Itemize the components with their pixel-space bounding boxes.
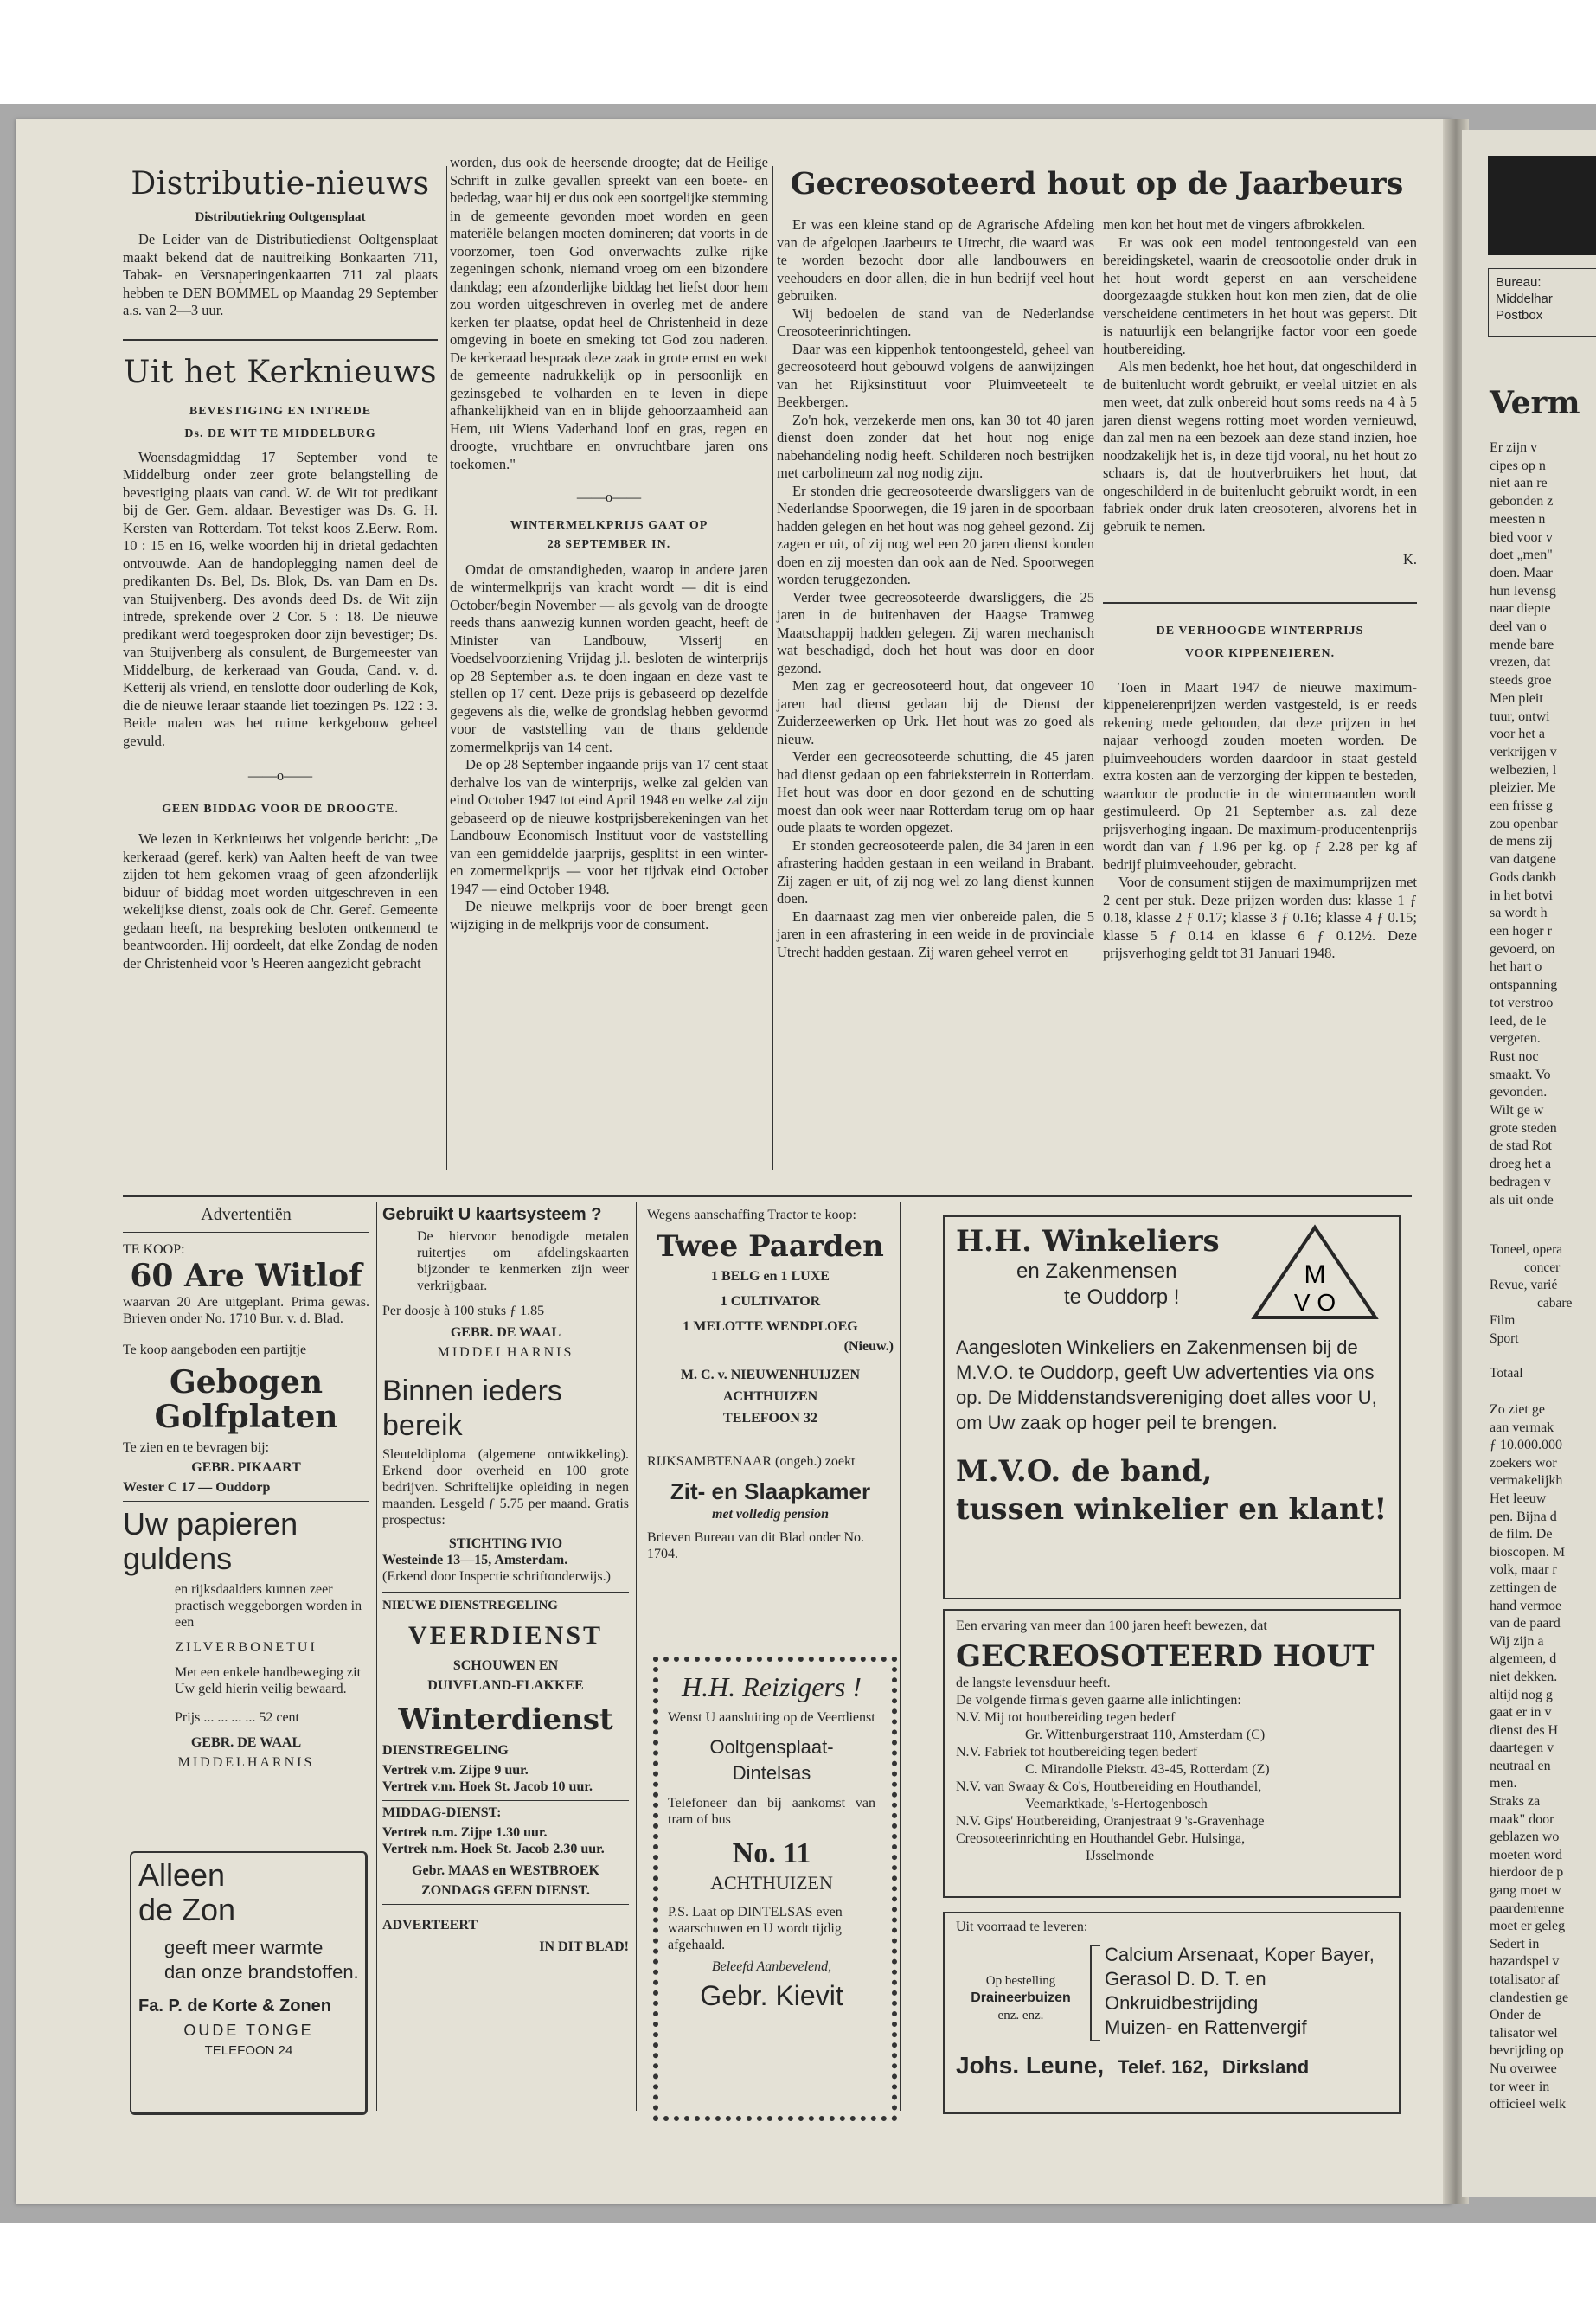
- next-page-line: mende bare: [1490, 637, 1554, 652]
- col2-body1: worden, dus ook de heersende droogte; dat de Heilige Schrift in zulke gevallen spreekt van een boete- en bededag, waar bij er dus ook een soortgelijke stemming in de gemeente gevonden moet worden en geen materiële belangen moeten domineren; dat voorts in de voorzomer, toen God onverwachts zulke rijke zegeningen schonk, niemand vroeg om een bizondere dankdag; een afzonderlijke biddag het liefst door hem zou worden uitgeschreven in overleg met de andere kerken ter plaatse, opdat heel de Christenheid in deze omgeving in boete en smeking tot God zou naderen. De kerkeraad bespraak deze zaak in grote ernst en wekt de gemeente nadrukkelijk op in persoonlijk en gezinsgebed te volharden en te leven in diepe afhankelijkheid van en in blijde gehoorzaamheid aan Hem, uit Wiens Vaderhand loof en gras, regen en droogte, vruchtbare en onvruchtbare jaren ons toekomen.": [450, 154, 768, 472]
- next-page-line: hand vermoe: [1490, 1598, 1562, 1613]
- achthuizen-1: ACHTHUIZEN: [722, 1389, 818, 1404]
- ervaring: Een ervaring van meer dan 100 jaren heeft bewezen, dat: [956, 1618, 1267, 1633]
- next-page-line: daartegen v: [1490, 1740, 1554, 1756]
- leune-head: Uit voorraad te leveren:: [956, 1920, 1088, 1934]
- reizigers-title: H.H. Reizigers !: [682, 1671, 862, 1702]
- divider: [1103, 602, 1417, 604]
- winter-body-2: De op 28 September ingaande prijs van 17 cent staat derhalve los van de winterprijs, welke zal gelden van eind October 1947 tot eind April 1948 en welke zal zijn gebaseerd op de nieuwe kostprijsberekeningen van het Landbouw Economisch Instituut voor de vaststelling van een gemiddelde jaarprijs, gesplitst in een winter- en zomermelkprijs — voor het tijdvak eind October 1947 — eind October 1948.: [450, 756, 768, 897]
- papieren-heading-1: Uw papieren: [123, 1506, 298, 1541]
- ads-column-1: [123, 1207, 369, 1771]
- bureau-name: Middelhar: [1496, 292, 1553, 306]
- next-page-line: naar diepte: [1490, 601, 1551, 617]
- firm-2: N.V. Fabriek tot houtbereiding tegen bederf: [956, 1745, 1198, 1759]
- next-page-column: [1490, 439, 1596, 1209]
- duiveland: DUIVELAND-FLAKKEE: [427, 1678, 584, 1693]
- next-page-line: bioscopen. M: [1490, 1544, 1566, 1560]
- separator: ——o——: [247, 767, 313, 784]
- bureau-label: Bureau:: [1496, 275, 1542, 290]
- telefoon-32: TELEFOON 32: [723, 1411, 817, 1426]
- next-page-line: van datgene: [1490, 852, 1556, 868]
- next-page-line: pen. Bijna d: [1490, 1509, 1557, 1524]
- next-page-line: tot verstroo: [1490, 995, 1554, 1010]
- firm-2-addr: C. Mirandolle Piekstr. 43-45, Rotterdam (Z): [1025, 1762, 1270, 1777]
- tractor-item-2: 1 CULTIVATOR: [720, 1294, 821, 1309]
- next-page-line: pleizier. Me: [1490, 780, 1556, 796]
- leune-ad: [956, 1919, 1393, 2079]
- hout-col-2: [1103, 216, 1417, 963]
- next-page-line: geblazen wo: [1490, 1830, 1560, 1845]
- next-page-line: gevonden.: [1490, 1085, 1548, 1100]
- adverteert: ADVERTEERT: [382, 1918, 478, 1932]
- next-page-line: tuur, ontwi: [1490, 708, 1550, 724]
- next-page-line: hazardspel v: [1490, 1954, 1560, 1970]
- winter-title-2: 28 SEPTEMBER IN.: [547, 538, 671, 551]
- table-row: Sport: [1490, 1330, 1519, 1346]
- zon-heading-2: de Zon: [138, 1892, 236, 1927]
- bereik-body: Sleuteldiploma (algemene ontwikkeling). Erkend door overheid en 100 grote bedrijven. Schriftelijke opleiding in negen maanden. Lesgeld ƒ 5.75 per maand. Gratis prospectus:: [382, 1447, 629, 1528]
- reizigers-body: Wenst U aansluiting op de Veerdienst: [668, 1710, 875, 1725]
- gebogen-heading-2: Golfplaten: [154, 1399, 338, 1435]
- column-1: [123, 166, 438, 972]
- table-row: Totaal: [1490, 1366, 1523, 1381]
- pikaart: GEBR. PIKAART: [191, 1460, 301, 1475]
- next-page-line: gebonden z: [1490, 494, 1554, 510]
- zon-body: geeft meer warmte dan onze brandstoffen.: [164, 1937, 359, 1983]
- dienst-header: NIEUWE DIENSTREGELING: [382, 1599, 558, 1612]
- next-page-line: de mens zij: [1490, 834, 1553, 849]
- vertrek-1: Vertrek v.m. Zijpe 9 uur.: [382, 1763, 529, 1778]
- kerknieuws-title: Uit het Kerknieuws: [124, 354, 437, 390]
- distributie-subtitle: Distributiekring Ooltgensplaat: [195, 210, 366, 224]
- hout-p12: Er was ook een model tentoongesteld van een bereidingsketel, waarin de creosootolie onder druk in het hout wordt geperst en aan verscheidene doorgezaagde stukken hout kon men zien, dat de olie verscheidene centimeters in het hout was geperst. Dit is natuurlijk een belangrijke factor voor een goede houtbereiding.: [1103, 234, 1417, 357]
- hout-p5: Er stonden drie gecreosoteerde dwarsliggers van de Nederlandse Spoorwegen, die 19 jaren in de spoorbaan hadden gelegen en het hout was nog geheel gezond. Zij zagen er uit, of zij nog wel een 20 jaren dienst konden doen en zij moesten dan ook aan de Ned. Spoorwegen worden teruggezonden.: [777, 482, 1094, 587]
- winkeliers-sub2: te Ouddorp !: [1064, 1285, 1180, 1309]
- next-page-line: algemeen, d: [1490, 1651, 1557, 1667]
- logo-letter-m: M: [1304, 1260, 1326, 1289]
- next-page-line: hun levensg: [1490, 583, 1556, 599]
- next-page-line: Gods dankb: [1490, 869, 1556, 885]
- next-page-line: grote steden: [1490, 1120, 1557, 1136]
- gebogen-heading-1: Gebogen: [169, 1364, 324, 1400]
- dirksland: Dirksland: [1221, 2056, 1310, 2078]
- logo-letters-vo: V O: [1293, 1289, 1336, 1316]
- hout-p6: Verder twee gecreosoteerde dwarsliggers, die 25 jaren in de buitenhaven der Haagse Tramweg Maatschappij hadden gelegen. Zij waren mechanisch wat beschadigd, doch het hout was door en door gezond.: [777, 588, 1094, 676]
- dienstregeling: DIENSTREGELING: [382, 1743, 509, 1758]
- column-rule: [376, 1202, 377, 2111]
- next-page-line: clandestien ge: [1490, 1990, 1569, 2005]
- tractor-item-1: 1 BELG en 1 LUXE: [711, 1269, 830, 1284]
- volgende: De volgende firma's geven gaarne alle inlichtingen:: [956, 1693, 1241, 1708]
- oude-tonge: OUDE TONGE: [183, 2022, 314, 2039]
- column-rule: [446, 166, 447, 1170]
- table-row: Film: [1490, 1313, 1516, 1328]
- waal-1: GEBR. DE WAAL: [190, 1735, 302, 1750]
- winter-body-1: Omdat de omstandigheden, waarop in andere jaren de wintermelkprijs van kracht wordt — dit is eind October/begin November — als gevolg van de droogte reeds thans aanwezig kunnen worden geacht, heeft de Minister van Landbouw, Visserij en Voedselvoorziening Vrijdag j.l. besloten de winterprijs op 28 September a.s. te doen ingaan en deze vast te stellen op 17 cent. Deze prijs is gebaseerd op dezelfde gegevens als die, welke de grondslag hebben gevormd voor de vaststelling van de thans geldende zomermelkprijs van 14 cent.: [450, 561, 768, 755]
- next-page-line: bied voor v: [1490, 529, 1553, 545]
- witlof-body: waarvan 20 Are uitgeplant. Prima gewas. Brieven onder No. 1710 Bur. v. d. Blad.: [123, 1295, 369, 1326]
- kippen-title-1: DE VERHOOGDE WINTERPRIJS: [1156, 624, 1364, 638]
- next-page-line: zettingen de: [1490, 1580, 1557, 1595]
- middelharnis-2: MIDDELHARNIS: [437, 1345, 574, 1360]
- mvo-triangle-logo: [1246, 1221, 1384, 1324]
- winter-title-1: WINTERMELKPRIJS GAAT OP: [510, 518, 708, 532]
- reizigers-body-2: Telefoneer dan bij aankomst van tram of bus: [668, 1796, 875, 1827]
- dintelsas: Dintelsas: [732, 1762, 811, 1784]
- hout-title: Gecreosoteerd hout op de Jaarbeurs: [790, 166, 1404, 202]
- next-page-line: vermakelijkh: [1490, 1473, 1563, 1489]
- mvo-band-2: tussen winkelier en klant!: [956, 1492, 1388, 1527]
- veerdienst: VEERDIENST: [407, 1621, 604, 1650]
- twee-paarden: Twee Paarden: [657, 1229, 884, 1264]
- ps-note: P.S. Laat op DINTELSAS even waarschuwen en U wordt tijdig afgehaald.: [668, 1905, 843, 1952]
- firm-1-addr: Gr. Wittenburgerstraat 110, Amsterdam (C): [1025, 1727, 1266, 1742]
- next-page-line: Wilt ge w: [1490, 1103, 1544, 1118]
- distributie-title: Distributie-nieuws: [131, 166, 430, 202]
- next-page-line: Het leeuw: [1490, 1490, 1547, 1506]
- papieren-body: en rijksdaalders kunnen zeer practisch weggeborgen worden in een: [175, 1582, 362, 1630]
- leune-item-4: Muizen- en Rattenvergif: [1105, 2016, 1307, 2038]
- kerknieuws-body: Woensdagmiddag 17 September vond te Middelburg onder zeer grote belangstelling de bevestiging plaats van cand. W. de Wit tot predikant bij de Ger. Gem. aldaar. Bevestiger was Ds. G. H. Kersten van Rotterdam. Tot tekst koos Z.Eerw. Rom. 10 : 15 en 16, welke woorden hij in drietal gedachten ontvouwde. Aan de handoplegging namen deel de predikanten Ds. Bel, Ds. Blok, Ds. van Dam en Ds. van Stuijvenberg. Des avonds deed Ds. de Wit zijn intrede, sprekende over 2 Cor. 5 : 18. De nieuwe predikant werd toegesproken door zijn bevestiger; Ds. van Stuijvenberg als consulent, de Burgemeester van Middelburg, de kerkeraad van Gouda, Cand. v. d. Ketterij als vriend, en tenslotte door ouderling de Kok, die de nieuwe leraar staande liet toezingen Ps. 122 : 3. Beide malen was het ruime kerkgebouw geheel gevuld.: [123, 448, 438, 749]
- next-page-column-2: [1490, 1401, 1596, 2114]
- leune-name: Johs. Leune,: [956, 2052, 1105, 2079]
- kippen-p2: Voor de consument stijgen de maximumprijzen met 2 cent per stuk. Deze prijzen worden dus: klasse 1 ƒ 0.18, klasse 2 ƒ 0.17; klasse 3 ƒ 0.16; klasse 4 ƒ 0.15; klasse 5 ƒ 0.14 en klasse 6 ƒ 0.12½. Deze prijsverhoging geldt tot 31 Januari 1948.: [1103, 874, 1417, 961]
- next-page-header-block: [1488, 156, 1596, 255]
- ads-column-3: [647, 1207, 894, 1562]
- next-page-line: zoekers wor: [1490, 1455, 1557, 1471]
- hout-p3: Daar was een kippenhok tentoongesteld, geheel van gecreosoteerd hout gebouwd volgens de aanwijzingen van het Rijksinstituut voor Pluimveeteelt te Beekbergen.: [777, 340, 1094, 410]
- ivio: STICHTING IVIO: [448, 1536, 563, 1551]
- in-dit-blad: IN DIT BLAD!: [539, 1939, 629, 1954]
- next-page-line: neutraal en: [1490, 1758, 1551, 1773]
- next-page-line: zou openbar: [1490, 816, 1558, 831]
- gecreo-heading: GECREOSOTEERD HOUT: [956, 1639, 1375, 1674]
- next-page-line: doet „men": [1490, 548, 1553, 563]
- next-page-line: maak" door: [1490, 1811, 1554, 1827]
- next-page-line: Nu overwee: [1490, 2061, 1557, 2076]
- next-page-line: het hart o: [1490, 959, 1542, 975]
- ads-column-2: [382, 1207, 629, 1955]
- column-rule: [636, 1202, 637, 2111]
- next-page-line: bevrijding op: [1490, 2043, 1564, 2059]
- hout-p8: Verder een gecreosoteerde schutting, die 45 jaren had dienst gedaan op een fabrieksterrein in Rotterdam. Het hout was door en door gezond en de schutting moest dan ook weer naar Rotterdam terug om op haar oude plaats te worden opgezet.: [777, 748, 1094, 836]
- ads-top-rule: [123, 1195, 1412, 1197]
- next-page-line: Straks za: [1490, 1794, 1541, 1810]
- rijks-body: Brieven Bureau van dit Blad onder No. 1704.: [647, 1530, 865, 1561]
- firm-3-addr: Veemarktkade, 's-Hertogenbosch: [1025, 1797, 1208, 1811]
- kerknieuws-sub2: Ds. DE WIT TE MIDDELBURG: [184, 427, 376, 440]
- hout-signature: K.: [1402, 551, 1417, 567]
- next-page-line: Sedert in: [1490, 1936, 1540, 1952]
- leune-tel: Telef. 162,: [1118, 2056, 1208, 2078]
- firm-4: N.V. Gips' Houtbereiding, Oranjestraat 9 's-Gravenhage: [956, 1814, 1265, 1829]
- witlof-heading: 60 Are Witlof: [130, 1258, 362, 1294]
- next-page-line: Wij zijn a: [1490, 1633, 1544, 1649]
- hout-p11: men kon het hout met de vingers afbrokkelen.: [1103, 216, 1366, 233]
- next-page-line: aan vermak: [1490, 1420, 1554, 1435]
- mvo-band-1: M.V.O. de band,: [956, 1454, 1213, 1489]
- column-2: [450, 154, 768, 933]
- schouwen: SCHOUWEN EN: [452, 1658, 559, 1673]
- bereik-heading-1: Binnen ieders: [382, 1375, 562, 1407]
- wester: Wester C 17 — Ouddorp: [123, 1480, 271, 1495]
- next-page-line: moeten word: [1490, 1847, 1562, 1862]
- zon-ad: [138, 1858, 359, 2058]
- next-page-table: [1490, 1241, 1596, 1383]
- leune-item-3: Onkruidbestrijding: [1105, 1992, 1259, 2014]
- next-page-line: Rust noc: [1490, 1048, 1539, 1064]
- next-page-line: gaat er in v: [1490, 1705, 1552, 1721]
- leune-footer: [956, 2052, 1393, 2079]
- telefoon-24: TELEFOON 24: [204, 2043, 293, 2058]
- next-page-line: volk, maar r: [1490, 1562, 1557, 1578]
- enz: enz. enz.: [997, 2009, 1044, 2022]
- achthuizen-2: ACHTHUIZEN: [710, 1872, 833, 1894]
- next-page-line: meesten n: [1490, 511, 1546, 527]
- bracket: [1090, 1945, 1100, 2041]
- next-page-line: deel van o: [1490, 619, 1547, 635]
- table-row: Toneel, opera: [1490, 1242, 1563, 1257]
- next-page-line: een hoger r: [1490, 923, 1552, 939]
- middag-dienst: MIDDAG-DIENST:: [382, 1805, 502, 1820]
- hout-p13: Als men bedenkt, hoe het hout, dat ongeschilderd in de buitenlucht wordt gebruikt, er veelal uitziet en als men weet, dat zulk onbereid hout soms reeds na 4 à 5 jaren dienst wegens rotting moet worden vernieuwd, dan zal men na een bezoek aan deze stand inzien, hoe noodzakelijk het is, in deze tijd vooral, nu het hout zo schaars is, dat de houtverbruikers het hout, dat ongeschilderd in de buitenlucht gebruikt wordt, in een fabriek onder druk laten creosoteren, alvorens het in gebruik te nemen.: [1103, 358, 1417, 535]
- tractor-nieuw: (Nieuw.): [843, 1339, 894, 1354]
- next-page-line: sa wordt h: [1490, 906, 1548, 921]
- table-row: Revue, varié: [1490, 1278, 1558, 1292]
- next-page-line: cipes op n: [1490, 458, 1546, 473]
- divider: [123, 339, 438, 341]
- next-page-line: vrezen, dat: [1490, 655, 1551, 670]
- next-page-line: steeds groe: [1490, 673, 1552, 689]
- column-rule: [900, 1202, 901, 2111]
- kaart-title: Gebruikt U kaartsysteem ?: [382, 1205, 602, 1224]
- next-page-line: van de paard: [1490, 1616, 1561, 1631]
- winkeliers-sub1: en Zakenmensen: [1016, 1259, 1177, 1283]
- bereik-heading-2: bereik: [382, 1409, 463, 1442]
- kerknieuws-sub1: BEVESTIGING EN INTREDE: [189, 404, 372, 418]
- hout-p9: Er stonden gecreosoteerde palen, die 34 jaren in een afrastering hadden gestaan in een weiland in Brabant. Zij zagen er uit, of zij nog wel zo lang dienst kunnen doen.: [777, 836, 1094, 907]
- kippen-title-2: VOOR KIPPENEIEREN.: [1184, 647, 1336, 660]
- op-bestelling: Op bestelling: [985, 1974, 1056, 1988]
- hout-col-1: [777, 216, 1094, 961]
- hout-p4: Zo'n hok, verzekerde men ons, kan 30 tot 40 jaren dienst doen zonder dat het hout nog enige nabehandeling nodig heeft. Schilderen noch bestrijken met carbolineum zal nog nodig zijn.: [777, 411, 1094, 481]
- winter-body-3: De nieuwe melkprijs voor de boer brengt geen wijziging in de melkprijs voor de consument.: [450, 898, 768, 933]
- firm-5-addr: IJsselmonde: [1086, 1849, 1155, 1863]
- biddag-body: We lezen in Kerknieuws het volgende bericht: „De kerkeraad (geref. kerk) van Aalten heeft de van twee zijden tot hem gekomen vraag of geen afzonderlijk biduur of biddag moet worden uitgeschreven in een wekelijkse dienst, zoals ook de Chr. Geref. Gemeente gedaan heeft, na bespreking besloten ontkennend te beantwoorden. Hij oordeelt, dat elke Zondag de noden der Christenheid voor 's Heeren aangezicht gebracht: [123, 830, 438, 971]
- zit-slaapkamer: Zit- en Slaapkamer: [670, 1478, 871, 1504]
- table-row: concer: [1524, 1259, 1561, 1275]
- ivio-note: (Erkend door Inspectie schriftonderwijs.): [382, 1569, 611, 1584]
- hout-p7: Men zag er gecreosoteerd hout, dat ongeveer 10 jaren had dienst gedaan bij de Dienst der Zuiderzeewerken op Urk. Het hout was zo goed als nieuw.: [777, 677, 1094, 747]
- no-11: No. 11: [732, 1837, 811, 1869]
- next-page-line: tor weer in: [1490, 2079, 1550, 2094]
- next-page-line: Er zijn v: [1490, 440, 1538, 455]
- mcv: M. C. v. NIEUWENHUIJZEN: [680, 1368, 861, 1382]
- next-page-line: gang moet w: [1490, 1883, 1561, 1899]
- bureau-postbox: Postbox: [1496, 308, 1543, 323]
- adv-header: Advertentiën: [201, 1205, 292, 1224]
- table-row: cabare: [1537, 1295, 1573, 1311]
- next-page-line: de stad Rot: [1490, 1138, 1552, 1154]
- firm-5: Creosoteerinrichting en Houthandel Gebr. Hulsinga,: [956, 1831, 1246, 1846]
- next-page-line: moet er geleg: [1490, 1919, 1566, 1934]
- vertrek-3: Vertrek n.m. Zijpe 1.30 uur.: [382, 1825, 548, 1840]
- tekoop-label: TE KOOP:: [123, 1242, 185, 1257]
- next-page-line: doen. Maar: [1490, 565, 1553, 580]
- zon-heading-1: Alleen: [138, 1857, 226, 1893]
- kievit: Gebr. Kievit: [700, 1980, 843, 2011]
- next-page-line: ƒ 10.000.000: [1490, 1438, 1562, 1453]
- winkeliers-ad: [956, 1224, 1393, 1529]
- next-page-line: smaakt. Vo: [1490, 1067, 1551, 1082]
- levensduur: de langste levensduur heeft.: [956, 1676, 1111, 1690]
- hout-p1: Er was een kleine stand op de Agrarische Afdeling van de afgelopen Jaarbeurs te Utrecht, die waard was te worden bezocht door alle landbouwers en veehouders en door allen, die in hun bedrijf veel hout gebruiken.: [777, 216, 1094, 304]
- rijksambtenaar: RIJKSAMBTENAAR (ongeh.) zoekt: [647, 1454, 856, 1469]
- next-page-line: niet dekken.: [1490, 1669, 1558, 1684]
- next-page-line: talisator wel: [1490, 2025, 1558, 2041]
- next-page-line: voor het a: [1490, 727, 1545, 742]
- next-page-bureau-box: [1488, 268, 1596, 337]
- next-page-line: droeg het a: [1490, 1157, 1552, 1172]
- next-page-line: officieel welk: [1490, 2097, 1567, 2112]
- next-page-line: hierdoor de p: [1490, 1865, 1564, 1881]
- zilver-body: Met een enkele handbeweging zit Uw geld hierin veilig bewaard.: [175, 1665, 362, 1696]
- next-page-line: Zo ziet ge: [1490, 1402, 1545, 1417]
- winkeliers-title: H.H. Winkeliers: [956, 1224, 1220, 1259]
- next-page-line: vergeten.: [1490, 1031, 1541, 1047]
- waal-2: GEBR. DE WAAL: [450, 1325, 561, 1340]
- next-page-line: Men pleit: [1490, 690, 1543, 706]
- next-page-line: verkrijgen v: [1490, 744, 1557, 760]
- tractor-item-3: 1 MELOTTE WENDPLOEG: [683, 1319, 858, 1334]
- next-page-line: dienst des H: [1490, 1722, 1559, 1738]
- zilverbonetui: ZILVERBONETUI: [175, 1640, 317, 1655]
- next-page-line: men.: [1490, 1776, 1517, 1791]
- firm-3: N.V. van Swaay & Co's, Houtbereiding en Houthandel,: [956, 1779, 1262, 1794]
- next-page-line: paardenrenne: [1490, 1900, 1565, 1916]
- kippen-p1: Toen in Maart 1947 de nieuwe maximum-kippeneierenprijzen werden vastgesteld, is er reeds rekening mede gehouden, dat deze prijzen in het najaar verhoogd zouden moeten worden. De pluimveehouders worden daardoor in staat gesteld extra kosten aan de verzorging der kippen te besteden, waardoor de productie in de wintermaanden wordt gestimuleerd. Op 21 September a.s. zal deze prijsverhoging ingaan. De maximum-producentenprijs wordt dan van ƒ 1.96 per kg. op ƒ 2.28 per kg af bedrijf pluimveehouder, gebracht.: [1103, 678, 1417, 873]
- doosje: Per doosje à 100 stuks ƒ 1.85: [382, 1304, 545, 1318]
- partij-label: Te koop aangeboden een partijtje: [123, 1343, 307, 1357]
- reizigers-ad: [668, 1670, 875, 2013]
- next-page-line: welbezien, l: [1490, 762, 1557, 778]
- middelharnis-1: MIDDELHARNIS: [177, 1755, 315, 1770]
- next-page-line: de film. De: [1490, 1527, 1553, 1542]
- leune-item-1: Calcium Arsenaat, Koper Bayer,: [1105, 1944, 1375, 1965]
- korte: Fa. P. de Korte & Zonen: [138, 1997, 331, 2016]
- beleefd: Beleefd Aanbevelend,: [711, 1959, 832, 1974]
- next-page-line: altijd nog g: [1490, 1687, 1553, 1702]
- next-page-line: gevoerd, on: [1490, 941, 1555, 957]
- next-page-line: in het botvi: [1490, 888, 1553, 903]
- next-page-line: totalisator af: [1490, 1972, 1560, 1987]
- next-page-line: bedragen v: [1490, 1174, 1551, 1189]
- ivio-addr: Westeinde 13—15, Amsterdam.: [382, 1553, 568, 1567]
- hout-p10: En daarnaast zag men vier onbereide palen, die 5 jaren in een afrastering in een weide in de provinciale Utrecht hadden gestaan. Zij waren geheel verrot en: [777, 907, 1094, 960]
- next-page-line: niet aan re: [1490, 476, 1548, 491]
- separator: ——o——: [576, 489, 642, 505]
- next-page-line: ontspanning: [1490, 977, 1558, 993]
- biddag-title: GEEN BIDDAG VOOR DE DROOGTE.: [162, 802, 399, 816]
- prijs: Prijs ... ... ... ... 52 cent: [175, 1710, 299, 1725]
- kaart-body: De hiervoor benodigde metalen ruitertjes om afdelingskaarten bijzonder te kenmerken zijn weer verkrijgbaar.: [417, 1229, 629, 1293]
- leune-item-2: Gerasol D. D. T. en: [1105, 1968, 1266, 1990]
- draineerbuizen: Draineerbuizen: [971, 1990, 1071, 2005]
- next-page-title: Verm: [1490, 385, 1580, 421]
- next-page-line: Onder de: [1490, 2008, 1542, 2023]
- next-page-line: als uit onde: [1490, 1192, 1554, 1208]
- tractor-intro: Wegens aanschaffing Tractor te koop:: [647, 1208, 856, 1222]
- gecreo-ad: [956, 1618, 1393, 1865]
- gebogen-body: Te zien en te bevragen bij:: [123, 1440, 270, 1455]
- column-rule: [772, 166, 773, 1170]
- hout-p2: Wij bedoelen de stand van de Nederlandse Creosoteerinrichtingen.: [777, 304, 1094, 339]
- pension: met volledig pension: [711, 1507, 830, 1522]
- vertrek-4: Vertrek n.m. Hoek St. Jacob 2.30 uur.: [382, 1842, 605, 1856]
- vertrek-2: Vertrek v.m. Hoek St. Jacob 10 uur.: [382, 1779, 593, 1794]
- next-page-line: een frisse g: [1490, 798, 1553, 814]
- ooltgensplaat: Ooltgensplaat-: [709, 1736, 834, 1758]
- next-page-line: leed, de le: [1490, 1013, 1547, 1029]
- winterdienst: Winterdienst: [398, 1702, 613, 1737]
- winkeliers-body: Aangesloten Winkeliers en Zakenmensen bij de M.V.O. te Ouddorp, geeft Uw advertenties via ons op. De Middenstandsvereniging doet alles voor U, om Uw zaak op hoger peil te brengen.: [956, 1336, 1377, 1433]
- maas: Gebr. MAAS en WESTBROEK: [412, 1863, 599, 1878]
- papieren-heading-2: guldens: [123, 1541, 233, 1576]
- distributie-body: De Leider van de Distributiedienst Ooltgensplaat maakt bekend dat de nauitreiking Bonkaarten 711, Tabak- en Versnaperingenkaarten 711 zal plaats hebben te DEN BOMMEL op Maandag 29 September a.s. van 2—3 uur.: [123, 231, 438, 318]
- firm-1: N.V. Mij tot houtbereiding tegen bederf: [956, 1710, 1176, 1725]
- zondags: ZONDAGS GEEN DIENST.: [421, 1883, 590, 1898]
